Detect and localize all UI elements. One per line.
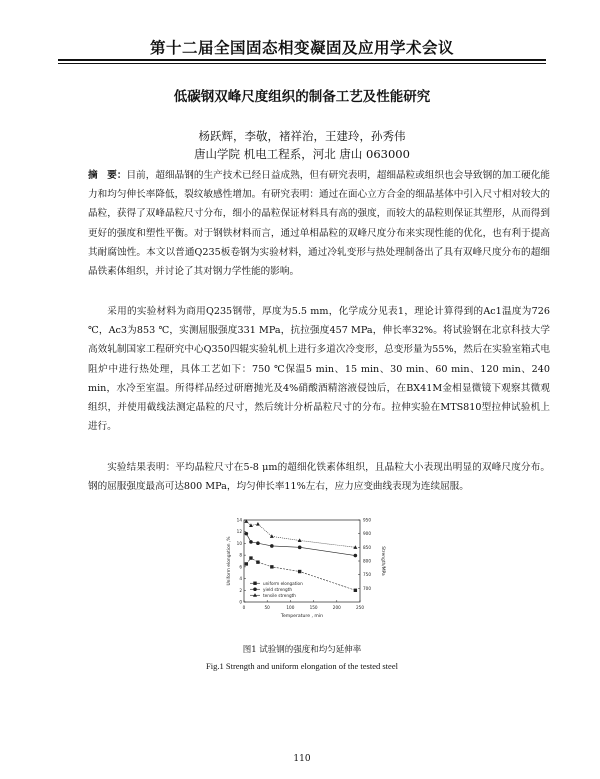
y-right-tick-label: 700 bbox=[363, 585, 371, 591]
body-paragraph-methods: 采用的实验材料为商用Q235钢带，厚度为5.5 mm，化学成分见表1，理论计算得到的Ac1温度为726 ℃，Ac3为853 ℃，实测屈服强度331 MPa，抗拉强度457 MPa，伸长率32%。将试验钢在北京科技大学高效轧制国家工程研究中心Q350四辊实验轧机上进行多道次冷变形，总变形量为55%，然后在实验室箱式电阻炉中进行热处理，具体工艺如下：750 ℃保温5 min、15 min、30 min、60 min、120 min、240 min，水冷至室温。所得样品经过研磨抛光及4%硝酸酒精溶液侵蚀后，在BX41M金相显微镜下观察其微观组织，并使用截线法测定晶粒的尺寸，然后统计分析晶粒尺寸的分布。拉伸实验在MTS810型拉伸试验机上进行。 bbox=[88, 306, 550, 433]
data-point-tensile-strength bbox=[270, 534, 274, 538]
paper-title: 低碳钢双峰尺度组织的制备工艺及性能研究 bbox=[173, 89, 431, 105]
y-right-tick-label: 800 bbox=[363, 558, 371, 564]
x-tick-label: 100 bbox=[286, 605, 295, 610]
x-tick-label: 200 bbox=[332, 605, 341, 610]
legend-label: yield strength bbox=[263, 586, 293, 592]
strength-elongation-chart bbox=[224, 514, 389, 626]
data-point-yield-strength bbox=[249, 540, 253, 544]
figure-caption-cn: 图1 试验钢的强度和均匀延伸率 bbox=[242, 645, 362, 655]
y-left-tick-label: 8 bbox=[239, 552, 242, 558]
data-point-yield-strength bbox=[270, 544, 274, 548]
data-point-yield-strength bbox=[298, 546, 302, 550]
legend-marker bbox=[253, 582, 256, 585]
series-line-yield-strength bbox=[246, 534, 355, 556]
x-tick-label: 0 bbox=[242, 605, 246, 610]
legend-label: tensile strength bbox=[263, 592, 296, 598]
y-right-tick-label: 750 bbox=[363, 572, 371, 578]
paper-authors: 杨跃辉，李敬，褚祥治，王建玲，孙秀伟 bbox=[198, 129, 406, 143]
data-point-uniform-elongation bbox=[270, 565, 273, 568]
abstract-text: 目前，超细晶钢的生产技术已经日益成熟，但有研究表明，超细晶粒或组织也会导致钢的加工硬化能力和均匀伸长率降低，裂纹敏感性增加。有研究表明：通过在面心立方合金的细晶基体中引入尺寸相对较大的晶粒，获得了双峰晶粒尺寸分布，细小的晶粒保证材料具有高的强度，而较大的晶粒则保证其塑形，从而得到更好的强度和塑性平衡。对于钢铁材料而言，通过单相晶粒的双峰尺度分布来实现性能的优化，也有利于提高其耐腐蚀性。本文以普通Q235板卷钢为实验材料，通过冷轧变形与热处理制备出了具有双峰尺度分布的超细晶铁素体组织，并讨论了其对钢力学性能的影响。 bbox=[88, 170, 551, 278]
data-point-uniform-elongation bbox=[298, 570, 301, 573]
y-left-tick-label: 0 bbox=[239, 599, 242, 605]
abstract-paragraph bbox=[88, 166, 550, 281]
y-right-tick-label: 950 bbox=[363, 517, 371, 523]
figure-caption-en: Fig.1 Strength and uniform elongation of the tested steel bbox=[206, 661, 398, 671]
legend-label: uniform elongation bbox=[263, 580, 303, 586]
y-right-tick-label: 900 bbox=[363, 531, 371, 537]
page-number: 110 bbox=[293, 754, 311, 764]
y-left-tick-label: 2 bbox=[239, 587, 242, 593]
data-point-uniform-elongation bbox=[249, 556, 252, 559]
header-rule-thin bbox=[58, 63, 546, 64]
conference-header: 第十二届全国固态相变凝固及应用学术会议 bbox=[149, 39, 454, 57]
x-tick-label: 150 bbox=[309, 605, 318, 610]
plot-frame bbox=[244, 520, 360, 602]
y-left-axis-label: Uniform elongation ,% bbox=[227, 536, 232, 586]
data-point-yield-strength bbox=[245, 532, 249, 536]
x-tick-label: 250 bbox=[356, 605, 364, 610]
y-left-tick-label: 12 bbox=[236, 529, 242, 535]
paper-affiliation: 唐山学院 机电工程系，河北 唐山 063000 bbox=[194, 147, 410, 161]
data-point-uniform-elongation bbox=[256, 560, 259, 563]
header-rule-thick bbox=[58, 59, 546, 61]
y-right-tick-label: 850 bbox=[363, 544, 371, 550]
series-line-tensile-strength bbox=[246, 521, 355, 547]
y-left-tick-label: 14 bbox=[236, 517, 242, 523]
data-point-yield-strength bbox=[354, 554, 358, 558]
x-axis-label: Temperature , min bbox=[280, 614, 324, 619]
y-left-tick-label: 4 bbox=[239, 576, 242, 582]
data-point-uniform-elongation bbox=[245, 562, 248, 565]
legend-marker bbox=[253, 587, 257, 591]
data-point-uniform-elongation bbox=[354, 589, 357, 592]
y-right-axis-label: Strength/MPa bbox=[380, 546, 385, 576]
body-paragraph-results: 实验结果表明：平均晶粒尺寸在5-8 μm的超细化铁素体组织，且晶粒大小表现出明显的双峰尺度分布。钢的屈服强度最高可达800 MPa，均匀伸长率11%左右，应力应变曲线表现为连续屈服。 bbox=[88, 462, 550, 493]
y-left-tick-label: 6 bbox=[239, 564, 242, 570]
x-tick-label: 50 bbox=[264, 605, 270, 610]
abstract-label: 摘 要： bbox=[88, 170, 127, 181]
y-left-tick-label: 10 bbox=[236, 540, 242, 546]
data-point-tensile-strength bbox=[256, 522, 260, 526]
data-point-yield-strength bbox=[256, 541, 260, 545]
